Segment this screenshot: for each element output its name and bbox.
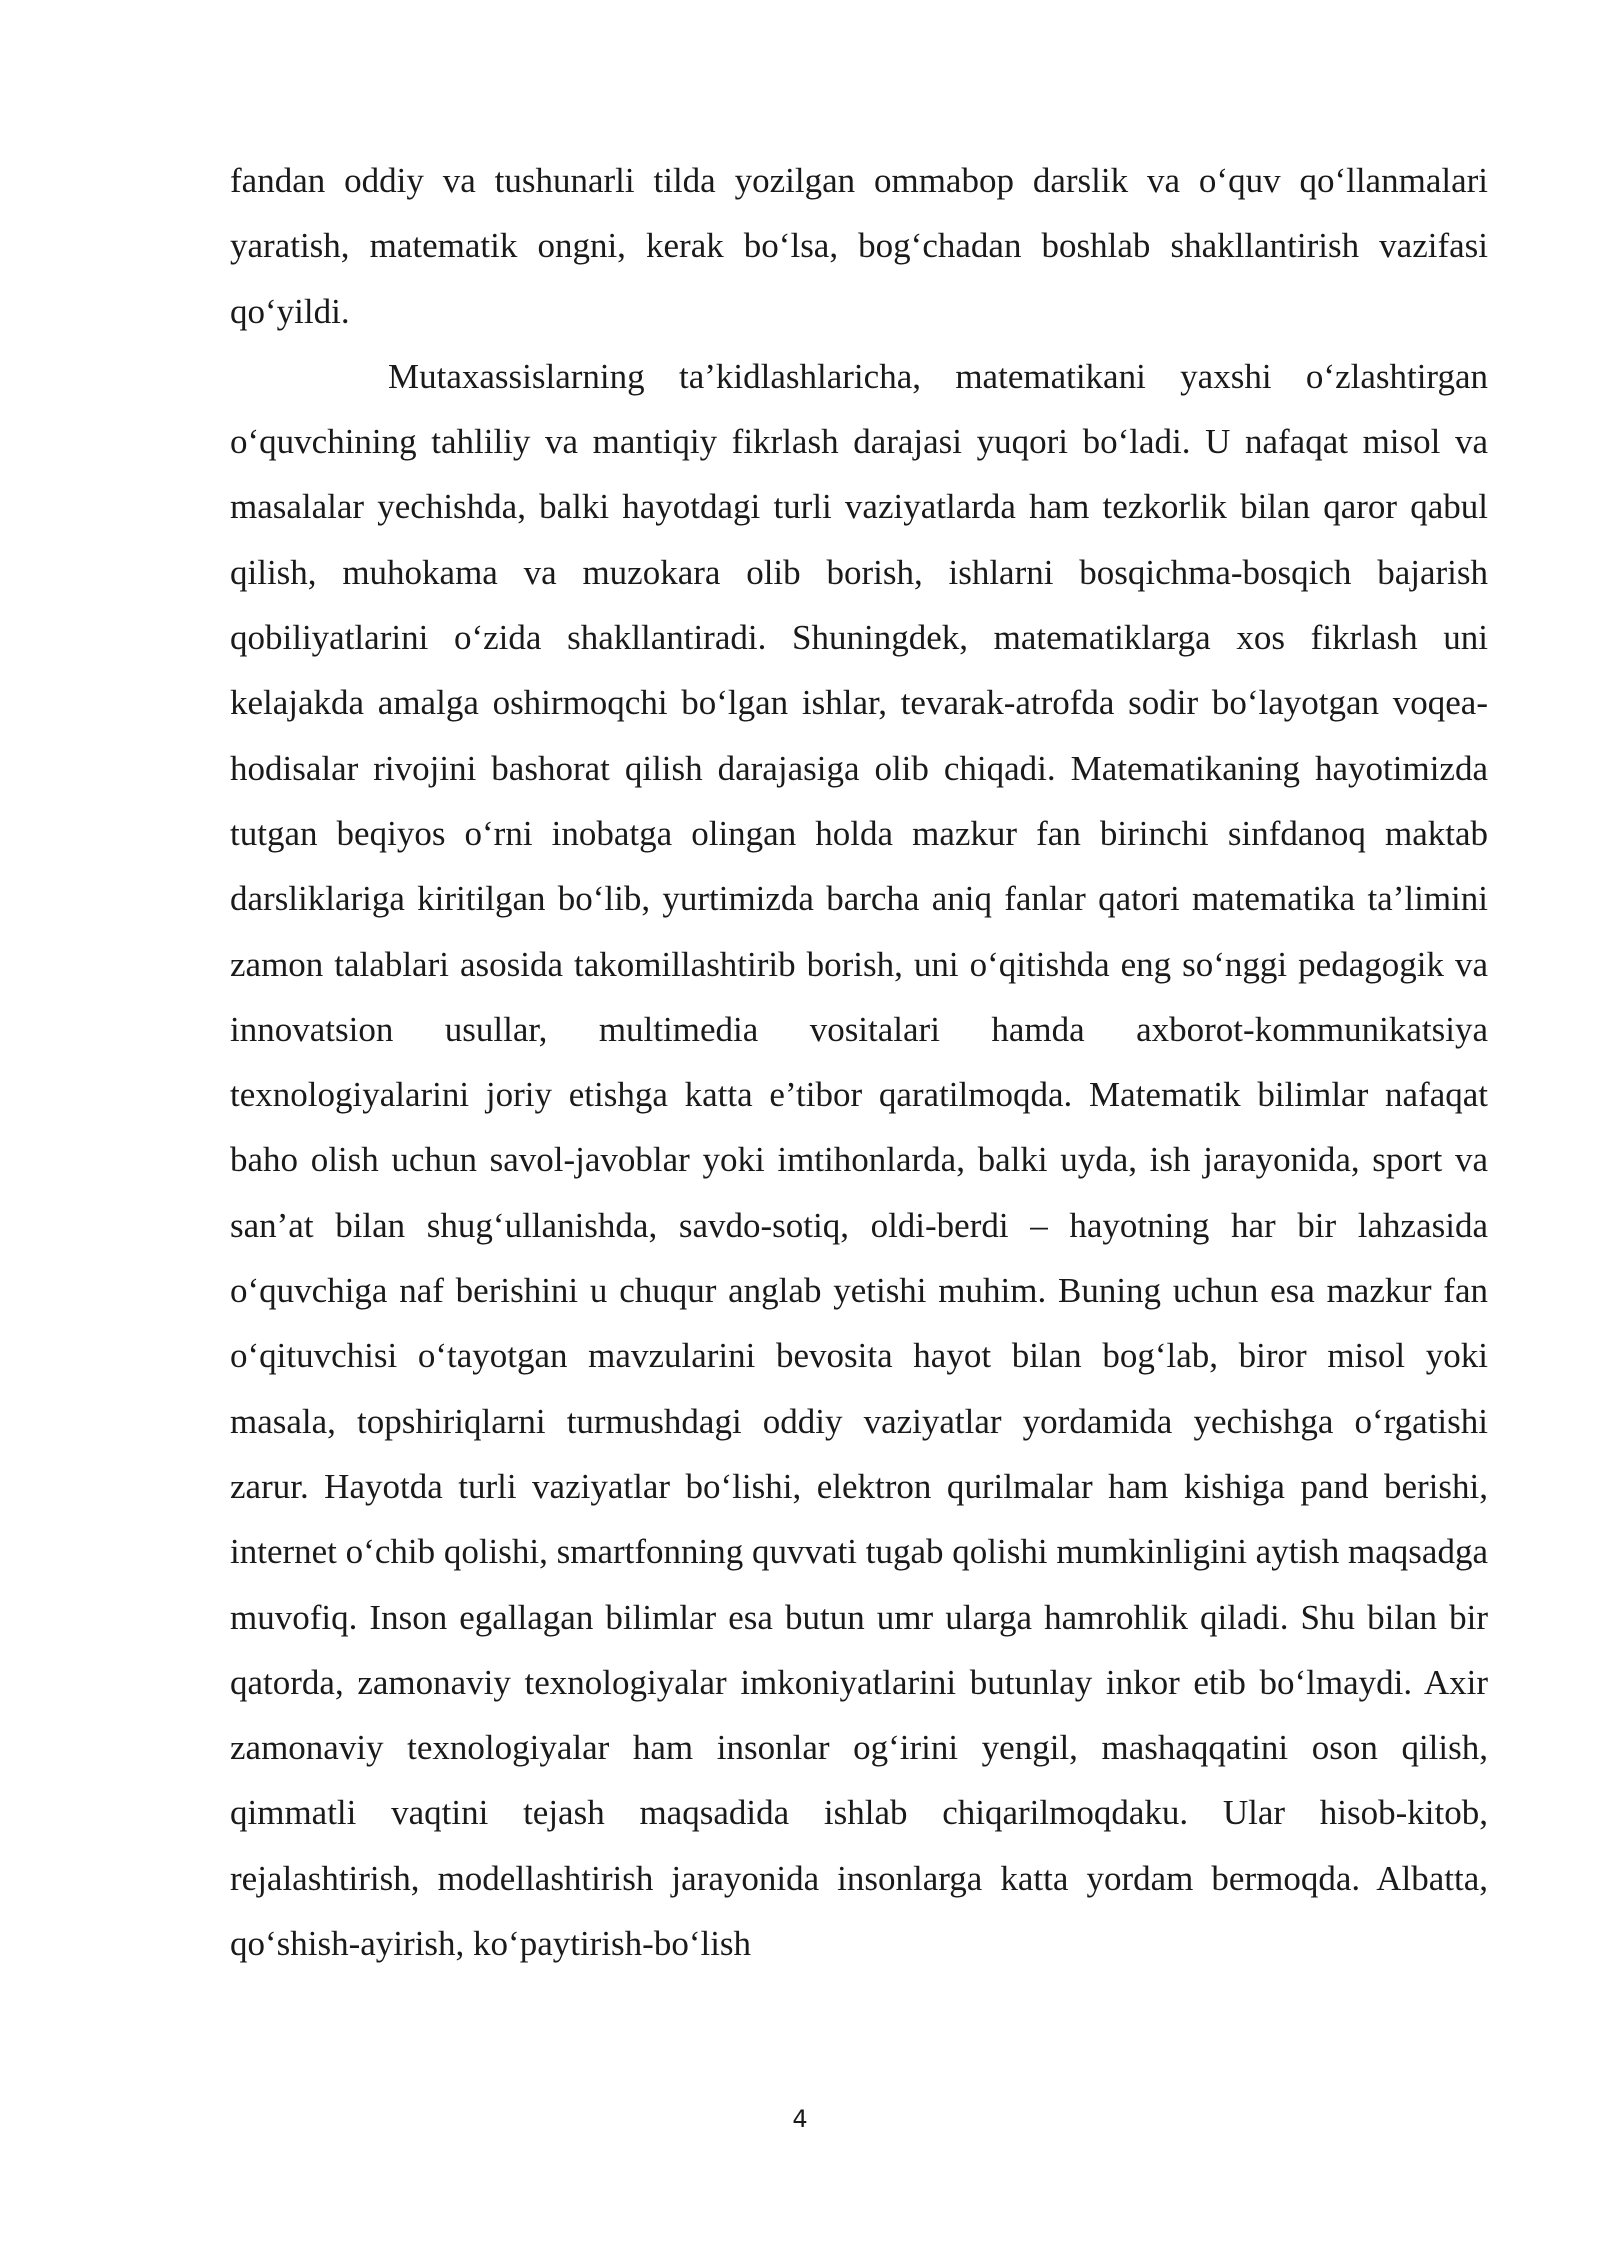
paragraph-continuation: fandan oddiy va tushunarli tilda yozilgan ommabop darslik va o‘quv qo‘llanmalari yaratish, matematik ongni, kerak bo‘lsa, bog‘chadan boshlab shakllantirish vazifasi qo‘yildi.	[230, 161, 1488, 331]
page-number: 4	[792, 2105, 808, 2133]
body-text	[230, 148, 1488, 1976]
paragraph-main: Mutaxassislarning ta’kidlashlaricha, matematikani yaxshi o‘zlashtirgan o‘quvchining tahliliy va mantiqiy fikrlash darajasi yuqori bo‘ladi. U nafaqat misol va masalalar yechishda, balki hayotdagi turli vaziyatlarda ham tezkorlik bilan qaror qabul qilish, muhokama va muzokara olib borish, ishlarni bosqichma-bosqich bajarish qobiliyatlarini o‘zida shakllantiradi. Shuningdek, matematiklarga xos fikrlash uni kelajakda amalga oshirmoqchi bo‘lgan ishlar, tevarak-atrofda sodir bo‘layotgan voqea-hodisalar rivojini bashorat qilish darajasiga olib chiqadi. Matematikaning hayotimizda tutgan beqiyos o‘rni inobatga olingan holda mazkur fan birinchi sinfdanoq maktab darsliklariga kiritilgan bo‘lib, yurtimizda barcha aniq fanlar qatori matematika ta’limini zamon talablari asosida takomillashtirib borish, uni o‘qitishda eng so‘nggi pedagogik va innovatsion usullar, multimedia vositalari hamda axborot-kommunikatsiya texnologiyalarini joriy etishga katta e’tibor qaratilmoqda. Matematik bilimlar nafaqat baho olish uchun savol-javoblar yoki imtihonlarda, balki uyda, ish jarayonida, sport va san’at bilan shug‘ullanishda, savdo-sotiq, oldi-berdi – hayotning har bir lahzasida o‘quvchiga naf berishini u chuqur anglab yetishi muhim. Buning uchun esa mazkur fan o‘qituvchisi o‘tayotgan mavzularini bevosita hayot bilan bog‘lab, biror misol yoki masala, topshiriqlarni turmushdagi oddiy vaziyatlar yordamida yechishga o‘rgatishi zarur. Hayotda turli vaziyatlar bo‘lishi, elektron qurilmalar ham kishiga pand berishi, internet o‘chib qolishi, smartfonning quvvati tugab qolishi mumkinligini aytish maqsadga muvofiq. Inson egallagan bilimlar esa butun umr ularga hamrohlik qiladi. Shu bilan bir qatorda, zamonaviy texnologiyalar imkoniyatlarini butunlay inkor etib bo‘lmaydi. Axir zamonaviy texnologiyalar ham insonlar og‘irini yengil, mashaqqatini oson qilish, qimmatli vaqtini tejash maqsadida ishlab chiqarilmoqdaku. Ular hisob-kitob, rejalashtirish, modellashtirish jarayonida insonlarga katta yordam bermoqda. Albatta, qo‘shish-ayirish, ko‘paytirish-bo‘lish	[230, 356, 1488, 1964]
